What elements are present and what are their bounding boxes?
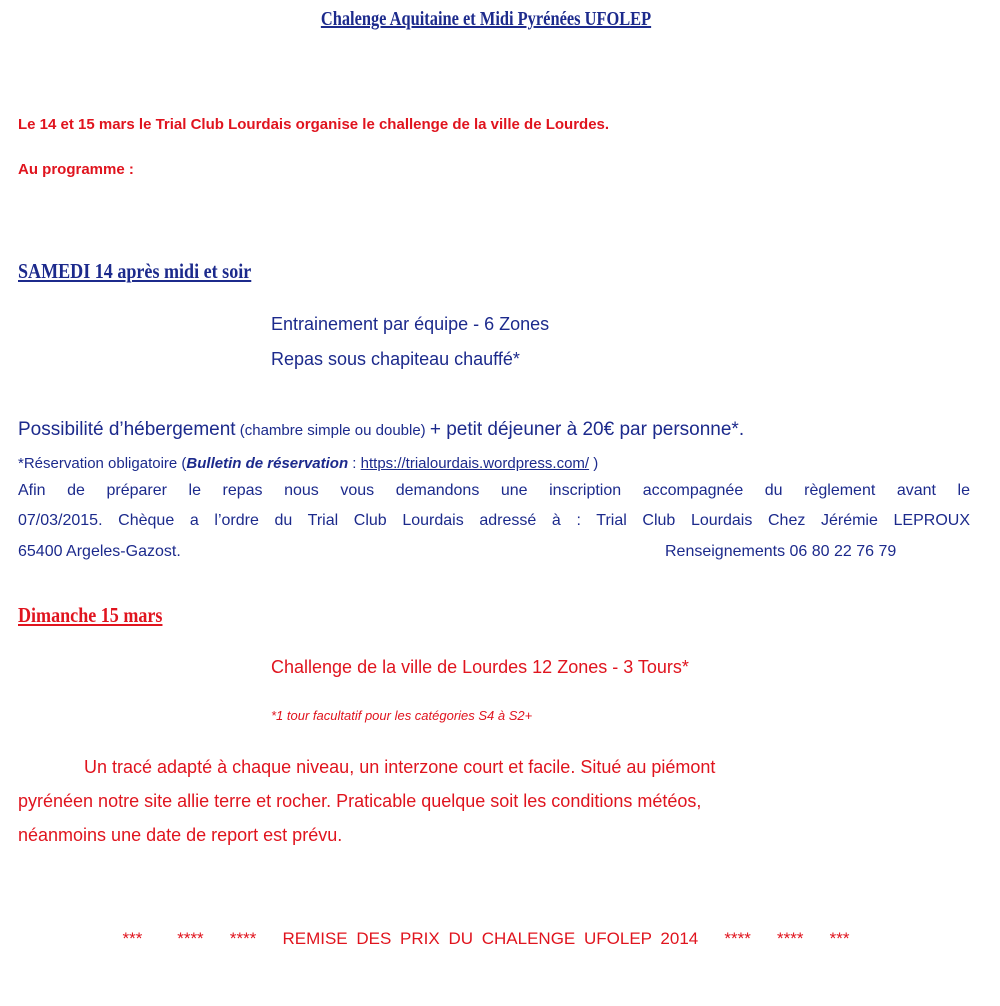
saturday-item-meal: Repas sous chapiteau chauffé* (271, 349, 520, 369)
description-paragraph (18, 750, 715, 852)
description-line-2: pyrénéen notre site allie terre et rocher. Praticable quelque soit les conditions météos, (18, 791, 702, 811)
address: 65400 Argeles-Gazost. (18, 543, 181, 560)
lodging-offer (18, 419, 744, 441)
registration-line-2: 07/03/2015. Chèque a l’ordre du Trial Club Lourdais adressé à : Trial Club Lourdais Chez Jérémie LEPROUX (18, 512, 970, 529)
intro-program-label: Au programme : (18, 161, 134, 178)
description-line-1: Un tracé adapté à chaque niveau, un interzone court et facile. Situé au piémont (84, 757, 716, 777)
footer-awards: *** **** **** REMISE DES PRIX DU CHALENGE UFOLEP 2014 **** **** *** (122, 929, 850, 948)
reservation-prefix: *Réservation obligatoire ( (18, 455, 187, 472)
sunday-event: Challenge de la ville de Lourdes 12 Zones - 3 Tours* (271, 657, 689, 677)
registration-paragraph (18, 482, 970, 542)
lodging-offer-room-type: (chambre simple ou double) (235, 422, 430, 439)
reservation-suffix: ) (589, 455, 599, 472)
page-title: Chalenge Aquitaine et Midi Pyrénées UFOLEP (320, 8, 652, 30)
sunday-heading: Dimanche 15 mars (18, 603, 163, 627)
lodging-offer-price: + petit déjeuner à 20€ par personne*. (429, 419, 745, 440)
intro-announcement: Le 14 et 15 mars le Trial Club Lourdais organise le challenge de la ville de Lourdes. (18, 116, 610, 133)
description-line-3: néanmoins une date de report est prévu. (18, 825, 343, 845)
contact-phone: Renseignements 06 80 22 76 79 (665, 543, 897, 560)
registration-line-1: Afin de préparer le repas nous vous demandons une inscription accompagnée du règlement avant le (18, 482, 970, 499)
address-contact-row (18, 543, 970, 561)
reservation-link[interactable]: https://trialourdais.wordpress.com/ (360, 455, 590, 472)
reservation-line (18, 455, 598, 472)
saturday-item-training: Entrainement par équipe - 6 Zones (271, 314, 550, 334)
reservation-separator: : (348, 455, 361, 472)
saturday-heading: SAMEDI 14 après midi et soir (18, 259, 252, 283)
reservation-form-label: Bulletin de réservation (186, 455, 349, 472)
sunday-note: *1 tour facultatif pour les catégories S4 à S2+ (271, 708, 533, 723)
lodging-offer-main: Possibilité d’hébergement (18, 419, 236, 440)
